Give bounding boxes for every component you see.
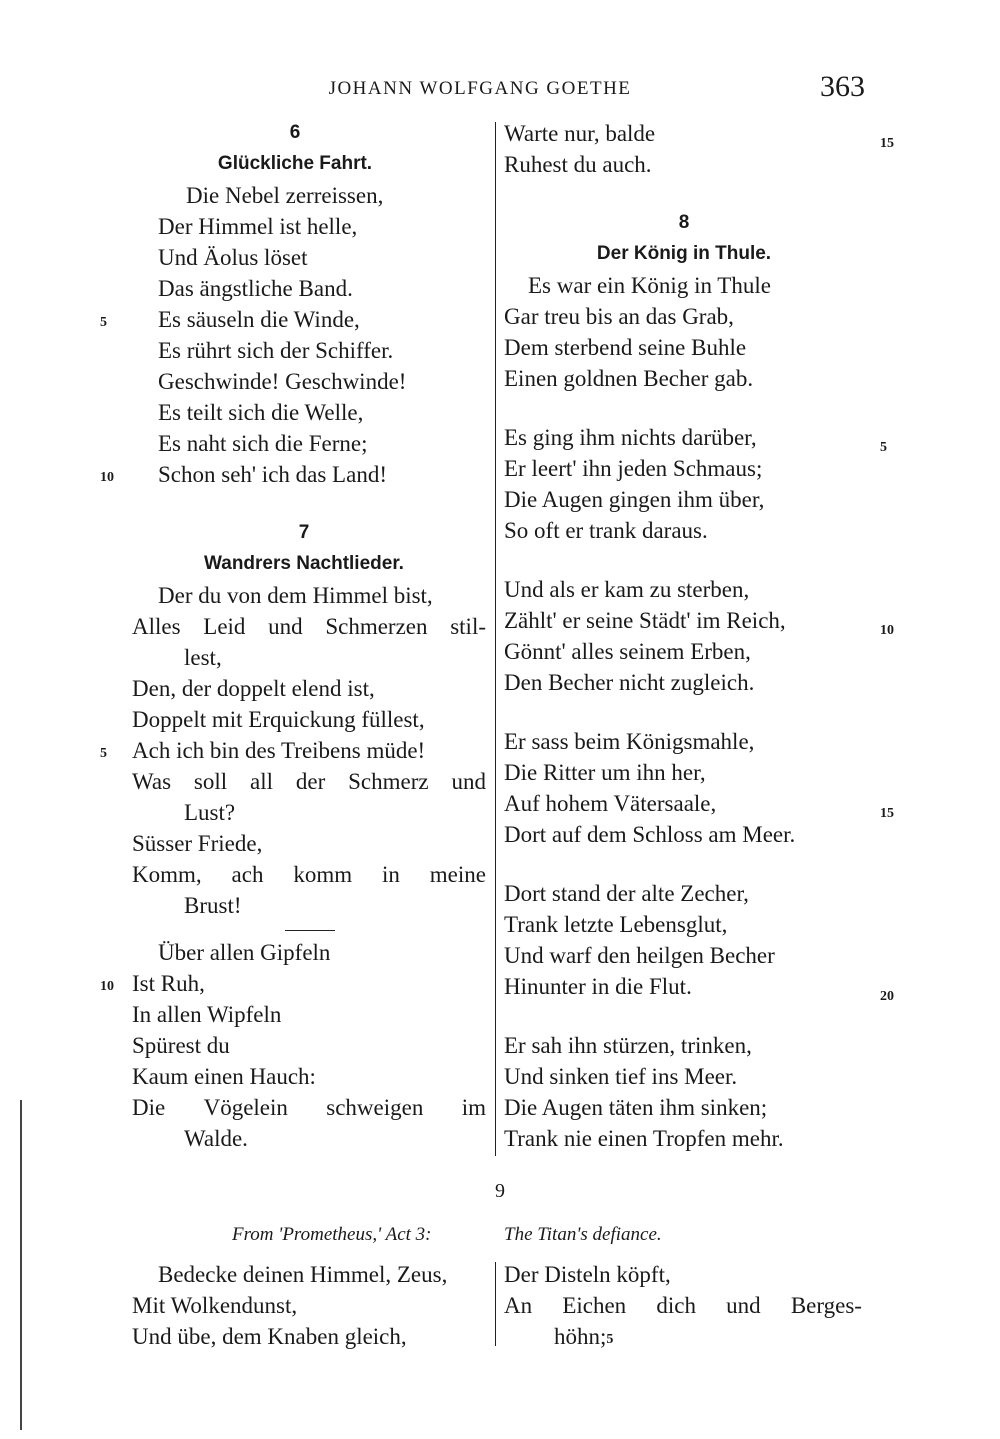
verse-line: Lust? <box>184 800 236 825</box>
verse-line: höhn; <box>554 1324 607 1349</box>
column-divider-poem9 <box>495 1262 496 1346</box>
poem7-part2 <box>100 937 490 1154</box>
verse-word: An <box>504 1293 533 1318</box>
verse-word: Alles <box>132 614 181 639</box>
line-number: 5 <box>880 440 887 455</box>
verse-word: in <box>382 862 400 887</box>
verse-line: Es ging ihm nichts darüber, <box>504 425 757 450</box>
verse-line: lest, <box>184 645 222 670</box>
poem8-stanza-1 <box>504 270 904 394</box>
line-number: 15 <box>880 136 894 151</box>
verse-line: Auf hohem Vätersaale, <box>504 791 717 816</box>
poem8-stanza-6 <box>504 1030 904 1154</box>
verse-line: Einen goldnen Becher gab. <box>504 366 754 391</box>
verse-word: dich <box>656 1293 696 1318</box>
column-divider <box>495 122 496 1156</box>
verse-word: ach <box>231 862 264 887</box>
running-header-title: JOHANN WOLFGANG GOETHE <box>328 78 632 99</box>
verse-line: Es säuseln die Winde, <box>158 307 360 332</box>
line-number: 10 <box>880 623 894 638</box>
verse-word: Komm, <box>132 862 202 887</box>
verse-line: Und Äolus löset <box>158 245 308 270</box>
verse-line: So oft er trank daraus. <box>504 518 708 543</box>
poem8-number: 8 <box>678 212 690 233</box>
verse-word: und <box>268 614 303 639</box>
verse-line: Der Disteln köpft, <box>504 1262 671 1287</box>
verse-line: Den Becher nicht zugleich. <box>504 670 755 695</box>
verse-word: und <box>451 769 486 794</box>
verse-line: Das ängstliche Band. <box>158 276 353 301</box>
poem7-title: Wandrers Nachtlieder. <box>204 553 404 574</box>
verse-line: Schon seh' ich das Land! <box>158 462 387 487</box>
verse-word: im <box>461 1095 486 1120</box>
scan-margin-mark <box>20 1100 22 1430</box>
verse-line: Über allen Gipfeln <box>158 940 331 965</box>
line-number: 5 <box>606 1332 614 1347</box>
poem8-stanza-3 <box>504 574 904 698</box>
verse-line: Und übe, dem Knaben gleich, <box>132 1324 407 1349</box>
poem6-lines <box>100 180 490 490</box>
section-dash <box>285 930 335 931</box>
verse-line: Der du von dem Himmel bist, <box>158 583 433 608</box>
verse-word: Die <box>132 1095 166 1120</box>
verse-word: Leid <box>203 614 246 639</box>
verse-line: Süsser Friede, <box>132 831 263 856</box>
poem9-title-left: From 'Prometheus,' Act 3: <box>232 1224 432 1245</box>
line-number: 10 <box>100 470 114 485</box>
verse-line: Ruhest du auch. <box>504 152 652 177</box>
verse-line: Bedecke deinen Himmel, Zeus, <box>158 1262 448 1287</box>
verse-word: Schmerz <box>348 769 429 794</box>
verse-line: Brust! <box>184 893 242 918</box>
verse-line: Die Ritter um ihn her, <box>504 760 706 785</box>
left-column <box>100 118 490 1154</box>
line-number: 10 <box>100 979 114 994</box>
verse-line: Der Himmel ist helle, <box>158 214 358 239</box>
poem9-number: 9 <box>495 1180 505 1202</box>
line-number: 20 <box>880 989 894 1004</box>
verse-line: Es rührt sich der Schiffer. <box>158 338 394 363</box>
verse-word: meine <box>429 862 486 887</box>
verse-line: Es naht sich die Ferne; <box>158 431 368 456</box>
right-column <box>504 118 904 1154</box>
verse-word: soll <box>193 769 228 794</box>
verse-line: Kaum einen Hauch: <box>132 1064 316 1089</box>
poem7-number: 7 <box>298 522 310 543</box>
verse-line: In allen Wipfeln <box>132 1002 282 1027</box>
verse-line: Die Nebel zerreissen, <box>186 183 384 208</box>
verse-line: Walde. <box>184 1126 248 1151</box>
verse-line: Geschwinde! Geschwinde! <box>158 369 407 394</box>
verse-line: Spürest du <box>132 1033 230 1058</box>
verse-line: Dem sterbend seine Buhle <box>504 335 747 360</box>
poem9-left <box>100 1259 490 1352</box>
verse-line: Gar treu bis an das Grab, <box>504 304 734 329</box>
verse-line: Er sah ihn stürzen, trinken, <box>504 1033 752 1058</box>
verse-line: Und warf den heilgen Becher <box>504 943 775 968</box>
poem6-title: Glückliche Fahrt. <box>217 153 373 174</box>
verse-line: Dort auf dem Schloss am Meer. <box>504 822 796 847</box>
verse-word: und <box>726 1293 761 1318</box>
line-number: 5 <box>100 746 107 761</box>
verse-word: Vögelein <box>203 1095 288 1120</box>
verse-line: Warte nur, balde <box>504 121 656 146</box>
poem8-title: Der König in Thule. <box>596 243 772 264</box>
poem7-part1 <box>100 580 490 921</box>
verse-word: stil- <box>450 614 486 639</box>
verse-line: Es teilt sich die Welle, <box>158 400 364 425</box>
line-number: 15 <box>880 806 894 821</box>
verse-line: Und sinken tief ins Meer. <box>504 1064 738 1089</box>
verse-line: Er leert' ihn jeden Schmaus; <box>504 456 763 481</box>
page-number: 363 <box>820 70 865 103</box>
poem6-number: 6 <box>289 122 301 143</box>
verse-line: Trank letzte Lebensglut, <box>504 912 728 937</box>
verse-line: Zählt' er seine Städt' im Reich, <box>504 608 786 633</box>
verse-word: all <box>250 769 274 794</box>
verse-line: Ach ich bin des Treibens müde! <box>132 738 426 763</box>
poem7-end <box>504 118 904 180</box>
verse-word: Eichen <box>562 1293 627 1318</box>
verse-word: Berges- <box>790 1293 862 1318</box>
verse-word: Was <box>132 769 172 794</box>
verse-line: Die Augen gingen ihm über, <box>504 487 765 512</box>
poem8-stanza-5 <box>504 878 904 1002</box>
verse-line: Hinunter in die Flut. <box>504 974 692 999</box>
verse-line: Die Augen täten ihm sinken; <box>504 1095 768 1120</box>
poem8-stanza-4 <box>504 726 904 850</box>
verse-line: Mit Wolkendunst, <box>132 1293 298 1318</box>
verse-line: Den, der doppelt elend ist, <box>132 676 375 701</box>
verse-line: Trank nie einen Tropfen mehr. <box>504 1126 784 1151</box>
line-number: 5 <box>100 315 107 330</box>
verse-word: der <box>295 769 326 794</box>
verse-word: Schmerzen <box>325 614 428 639</box>
verse-line: Dort stand der alte Zecher, <box>504 881 749 906</box>
verse-line: Es war ein König in Thule <box>528 273 771 298</box>
verse-word: schweigen <box>326 1095 424 1120</box>
poem9-right <box>504 1259 904 1352</box>
poem8-stanza-2 <box>504 422 904 546</box>
verse-line: Ist Ruh, <box>132 971 205 996</box>
poem9-title-right: The Titan's defiance. <box>504 1224 662 1245</box>
verse-line: Doppelt mit Erquickung füllest, <box>132 707 425 732</box>
verse-line: Gönnt' alles seinem Erben, <box>504 639 751 664</box>
verse-line: Und als er kam zu sterben, <box>504 577 750 602</box>
verse-line: Er sass beim Königsmahle, <box>504 729 755 754</box>
verse-word: komm <box>293 862 353 887</box>
